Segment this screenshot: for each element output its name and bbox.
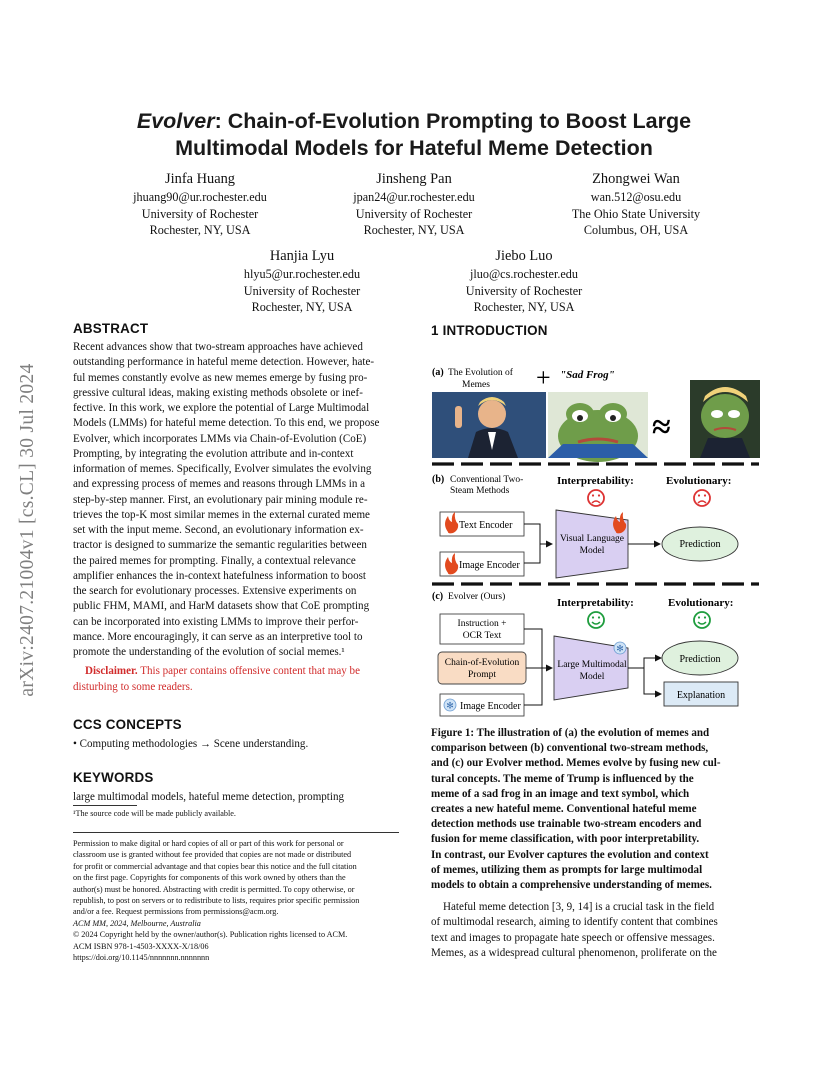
title-emph: Evolver <box>136 109 215 133</box>
coe-label: Chain-of-Evolution <box>444 658 520 668</box>
intro-line: Memes, as a widespread cultural phenomenon, proliferate on the <box>431 946 717 959</box>
author-location: Rochester, NY, USA <box>363 223 465 238</box>
abstract-line: public FHM, MAMI, and HarM datasets show that CoE prompting <box>73 600 370 613</box>
happy-face-icon <box>588 612 604 628</box>
caption-line: detection methods use trainable two-stream encoders and <box>431 818 702 831</box>
abstract-line: ful memes constantly evolve as new memes emerge by fusing pro- <box>73 371 368 384</box>
abstract-line: trieves the top-K most similar memes in the external curated meme <box>73 508 370 521</box>
disclaimer-text: This paper contains offensive content that may be <box>137 665 360 678</box>
author-email: jpan24@ur.rochester.edu <box>353 190 475 204</box>
abstract-line: step-by-step manner. First, an evolutionary pair mining module re- <box>73 493 368 506</box>
ccs-item: • Computing methodologies → Scene understanding. <box>73 737 309 750</box>
svg-text:✻: ✻ <box>616 643 624 654</box>
arxiv-id: arXiv:2407.21004v1 [cs.CL] 30 Jul 2024 <box>17 363 38 697</box>
keywords-heading: KEYWORDS <box>73 770 154 785</box>
isbn-line: ACM ISBN 978-1-4503-XXXX-X/18/06 <box>73 941 209 951</box>
conference-line: ACM MM, 2024, Melbourne, Australia <box>73 918 201 928</box>
intro-line: text and images to propagate hate speech or offensive messages. <box>431 931 715 944</box>
caption-line: and (c) our Evolver method. Memes evolve by fusing new cul- <box>431 757 721 770</box>
abstract-line: the search for evolutionary processes. Extensive experiments on <box>73 585 357 597</box>
abstract-line: fective. In this work, we explore the potential of Large Multimodal <box>73 402 370 414</box>
vlm-label-2: Model <box>579 546 605 556</box>
image-encoder-frozen-label: Image Encoder <box>460 701 521 712</box>
caption-line: meme of a sad frog in an image and text symbol, which <box>431 787 690 800</box>
text-encoder-label: Text Encoder <box>459 520 513 531</box>
svg-text:✻: ✻ <box>446 700 454 711</box>
abstract-line: tractor is designed to summarize the semantic regularities between <box>73 539 367 552</box>
disclaimer-text-2: disturbing to some readers. <box>73 680 193 693</box>
footnote: ¹The source code will be made publicly available. <box>73 809 236 818</box>
caption-line: models to obtain a comprehensive understanding of memes. <box>431 879 712 892</box>
abstract-line: set with the input meme. Second, an evolutionary information ex- <box>73 524 364 536</box>
arxiv-stamp <box>10 300 46 760</box>
permission-line: Permission to make digital or hard copies of all or part of this work for personal or <box>73 839 344 848</box>
approx-icon: ≈ <box>652 409 671 446</box>
abstract-line: gressive cultural ideas, making existing methods obsolete or inef- <box>73 386 363 399</box>
intro-line: of multimodal research, aiming to identify content that combines <box>431 916 718 929</box>
author-name: Jinsheng Pan <box>376 171 452 187</box>
keywords-text: large multimodal models, hateful meme detection, prompting <box>73 791 344 803</box>
author-affiliation: University of Rochester <box>141 206 259 221</box>
disclaimer <box>73 664 399 679</box>
intro-line: Hateful meme detection [3, 9, 14] is a crucial task in the field <box>443 901 715 913</box>
abstract-line: information of memes. Specifically, Evolver simulates the evolving <box>73 463 372 475</box>
footnote-rule <box>73 805 137 806</box>
author-email: hlyu5@ur.rochester.edu <box>243 267 361 281</box>
abstract-line: outstanding performance in hateful meme detection. However, hate- <box>73 356 375 369</box>
abstract-line: amplifier enhances the in-context hatefulness information to boost <box>73 569 366 582</box>
plus-icon: + <box>536 363 551 392</box>
trump-frog-meme-image <box>690 380 760 458</box>
fig-b-text: Conventional Two- <box>450 475 524 485</box>
fig-b-text2: Steam Methods <box>450 486 510 496</box>
intro-body <box>431 900 757 961</box>
happy-face-icon <box>694 612 710 628</box>
lmm-label-2: Model <box>579 672 605 682</box>
connector <box>628 658 660 694</box>
author-name: Jiebo Luo <box>495 248 553 264</box>
figure-caption <box>431 726 757 893</box>
fig-a-label: (a) <box>432 367 444 378</box>
prediction-label: Prediction <box>679 654 721 665</box>
author-name: Zhongwei Wan <box>592 171 680 187</box>
author-email: jhuang90@ur.rochester.edu <box>133 190 267 204</box>
author-affiliation: University of Rochester <box>465 283 583 298</box>
permission-block <box>73 838 403 963</box>
fig-c-evolutionary: Evolutionary: <box>668 597 734 609</box>
snowflake-icon <box>444 699 456 711</box>
permission-line: and/or a fee. Request permissions from permissions@acm.org. <box>73 907 279 917</box>
image-encoder-label: Image Encoder <box>459 560 520 571</box>
abstract-line: Prompting, by integrating the evolution attribute and in-context <box>73 447 354 460</box>
fig-c-text: Evolver (Ours) <box>448 592 506 602</box>
sad-frog-image <box>548 392 648 462</box>
abstract-heading: ABSTRACT <box>73 321 149 336</box>
caption-line: creates a new hateful meme. Conventional hateful meme <box>431 803 697 816</box>
abstract-line: Recent advances show that two-stream approaches have achieved <box>73 341 363 353</box>
caption-line: fusion for meme classification, with poor interpretability. <box>431 833 700 846</box>
fig-a-text2: Memes <box>462 380 490 390</box>
author-location: Columbus, OH, USA <box>583 223 689 238</box>
abstract-body <box>73 340 399 660</box>
caption-line: comparison between (b) conventional two-stream methods, <box>431 742 709 755</box>
author-name: Hanjia Lyu <box>269 248 335 264</box>
sad-face-icon <box>588 490 604 506</box>
copyright-line: © 2024 Copyright held by the owner/author(s). Publication rights licensed to ACM. <box>73 930 348 940</box>
connector <box>524 629 542 705</box>
author-name: Jinfa Huang <box>165 171 235 187</box>
intro-heading: 1 INTRODUCTION <box>431 323 548 338</box>
vlm-label: Visual Language <box>559 534 625 544</box>
permission-line: for profit or commercial advantage and that copies bear this notice and the full citation <box>73 861 357 871</box>
caption-line: tural concepts. The meme of Trump is influenced by the <box>431 772 694 785</box>
abstract-line: and expressing process of memes and reasons through LMMs in a <box>73 478 366 491</box>
fire-icon <box>613 512 626 533</box>
fig-c-interpretability: Interpretability: <box>557 597 634 609</box>
sad-frog-label: "Sad Frog" <box>560 369 615 381</box>
instruction-label: Instruction + <box>457 619 507 629</box>
trump-meme-image <box>432 392 546 458</box>
author-location: Rochester, NY, USA <box>473 300 575 315</box>
figure-1 <box>428 358 763 720</box>
permission-line: republish, to post on servers or to redistribute to lists, requires prior specific permission <box>73 896 360 906</box>
abstract-line: mance. More encouragingly, it can serve as an interpretive tool to <box>73 630 363 643</box>
fig-c-label: (c) <box>432 591 444 602</box>
abstract-section <box>73 321 399 805</box>
author-block-4 <box>212 247 392 316</box>
caption-line: In contrast, our Evolver captures the evolution and context <box>431 848 709 861</box>
fig-b-evolutionary: Evolutionary: <box>666 475 732 487</box>
prediction-label: Prediction <box>679 539 721 550</box>
abstract-line: can be incorporated into existing LMMs to improve their perfor- <box>73 615 359 628</box>
sad-face-icon <box>694 490 710 506</box>
ccs-heading: CCS CONCEPTS <box>73 716 182 732</box>
caption-line: of memes, utilizing them as prompts for large multimodal <box>431 863 703 876</box>
author-block-1 <box>110 170 290 239</box>
disclaimer-label: Disclaimer. <box>85 665 138 678</box>
fig-b-label: (b) <box>432 474 445 485</box>
caption-line: Figure 1: The illustration of (a) the evolution of memes and <box>431 727 710 739</box>
author-block-3 <box>546 170 726 239</box>
abstract-line: Evolver, which incorporates LMMs via Chain-of-Evolution (CoE) <box>73 432 367 445</box>
explanation-label: Explanation <box>676 690 726 701</box>
title-line2: Multimodal Models for Hateful Meme Detection <box>175 136 653 160</box>
snowflake-icon <box>614 642 626 654</box>
abstract-line: the paired memes for prompting. Finally, a contextual relevance <box>73 554 356 567</box>
author-location: Rochester, NY, USA <box>251 300 353 315</box>
author-email: wan.512@osu.edu <box>590 190 682 204</box>
author-location: Rochester, NY, USA <box>149 223 251 238</box>
ocr-label: OCR Text <box>462 631 502 641</box>
author-email: jluo@cs.rochester.edu <box>469 267 578 281</box>
permission-line: on the first page. Copyrights for components of this work owned by others than the <box>73 873 346 883</box>
author-block-5 <box>434 247 614 316</box>
permission-line: author(s) must be honored. Abstracting with credit is permitted. To copy otherwise, or <box>73 884 355 894</box>
paper-title <box>100 108 728 162</box>
title-rest: : Chain-of-Evolution Prompting to Boost Large <box>214 109 692 133</box>
permission-line: classroom use is granted without fee provided that copies are not made or distributed <box>73 850 352 860</box>
lmm-label: Large Multimodal <box>557 660 627 670</box>
fig-b-interpretability: Interpretability: <box>557 475 634 487</box>
permission-rule <box>73 832 399 833</box>
author-affiliation: The Ohio State University <box>571 206 701 221</box>
author-block-2 <box>324 170 504 239</box>
abstract-line: Models (LMMs) for hateful meme detection. To this end, we propose <box>73 417 380 430</box>
coe-label-2: Prompt <box>468 670 496 680</box>
author-affiliation: University of Rochester <box>355 206 473 221</box>
author-affiliation: University of Rochester <box>243 283 361 298</box>
abstract-line: promote the understanding of the evolution of social memes.¹ <box>73 646 345 658</box>
fig-a-text: The Evolution of <box>448 368 513 378</box>
doi-line: https://doi.org/10.1145/nnnnnnn.nnnnnnn <box>73 953 210 963</box>
